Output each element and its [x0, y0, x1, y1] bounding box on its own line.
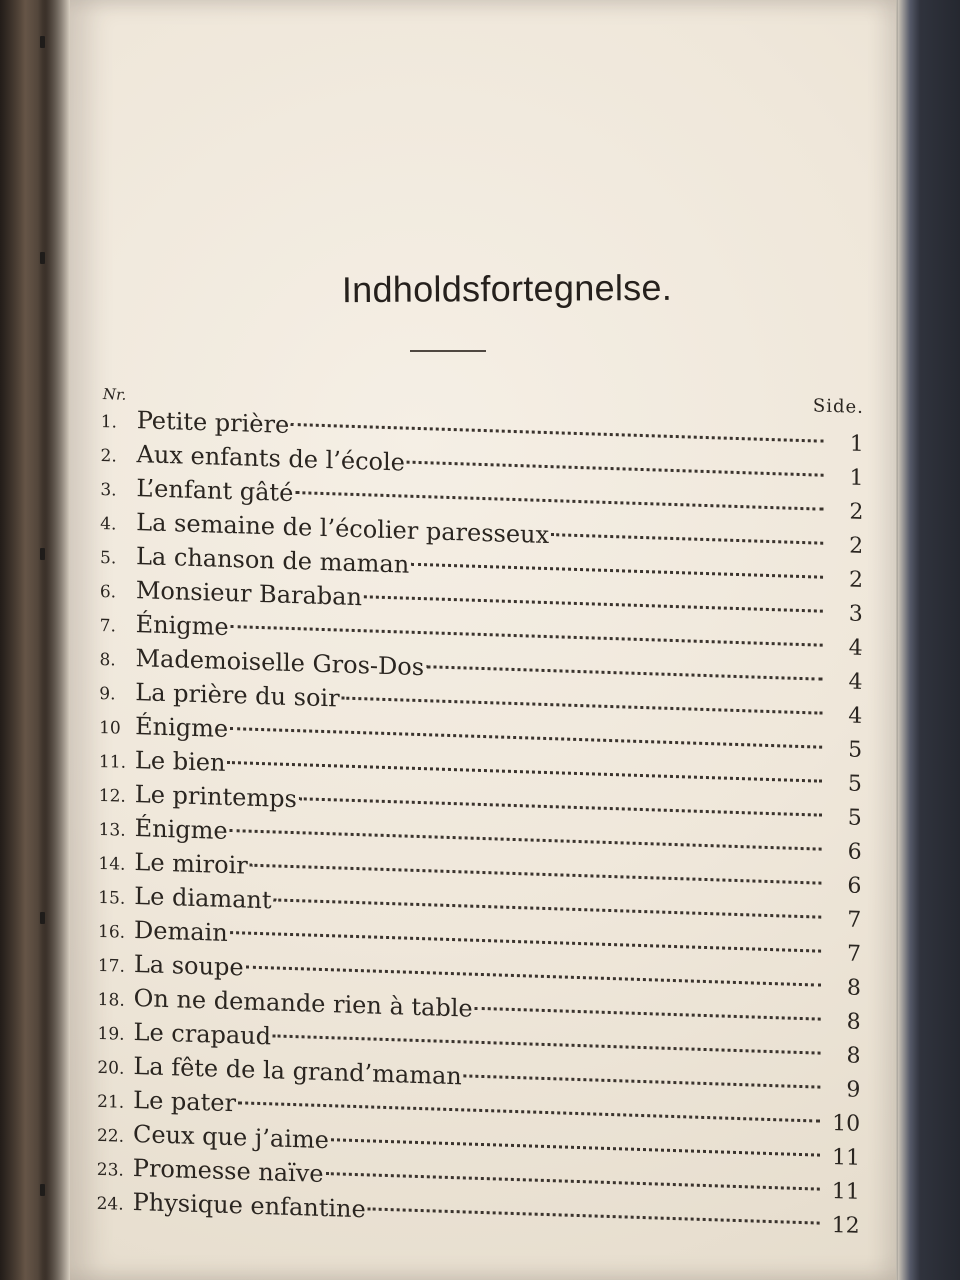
title-divider [410, 350, 486, 352]
entry-page: 9 [846, 1077, 861, 1103]
entry-page: 6 [847, 873, 862, 899]
entry-number: 1. [100, 411, 118, 433]
dot-leader [368, 1207, 820, 1224]
entry-number: 21. [97, 1091, 125, 1113]
dot-leader [475, 1007, 821, 1021]
dot-leader [238, 1101, 820, 1122]
dot-leader [291, 423, 824, 443]
entry-title: Le pater [133, 1086, 237, 1118]
entry-title: Promesse naïve [132, 1154, 324, 1189]
entry-title: Le diamant [134, 882, 272, 915]
entry-number: 22. [96, 1125, 125, 1147]
entry-title: La prière du soir [135, 678, 340, 713]
binding-stitch [40, 36, 45, 48]
entry-page: 5 [847, 805, 862, 831]
number-column-header: Nr. [102, 385, 127, 404]
dot-leader [299, 797, 822, 816]
dot-leader [230, 931, 821, 953]
dot-leader [331, 1138, 820, 1156]
entry-page: 5 [848, 737, 863, 763]
dot-leader [407, 461, 824, 477]
entry-title: Le miroir [134, 848, 248, 880]
entry-page: 2 [849, 533, 864, 559]
dot-leader [551, 533, 823, 545]
entry-page: 4 [848, 669, 863, 695]
entry-number: 9. [99, 683, 116, 705]
entry-title: Le crapaud [133, 1018, 272, 1051]
dot-leader [273, 1034, 821, 1054]
page-column-header: Side. [812, 395, 864, 418]
entry-page: 4 [848, 703, 863, 729]
entry-title: On ne demande rien à table [133, 984, 473, 1023]
entry-title: Le bien [134, 746, 226, 777]
entry-page: 12 [831, 1212, 860, 1239]
dot-leader [295, 491, 823, 511]
entry-number: 7. [99, 615, 116, 637]
entry-page: 11 [831, 1178, 860, 1205]
binding-stitch [40, 1184, 45, 1196]
dot-leader [227, 761, 822, 783]
entry-number: 6. [99, 581, 117, 603]
entry-title: Demain [134, 916, 228, 947]
entry-number: 17. [97, 955, 125, 977]
dot-leader [230, 727, 822, 749]
dot-leader [246, 966, 821, 987]
entry-number: 3. [100, 479, 117, 501]
entry-number: 13. [98, 819, 126, 841]
entry-page: 6 [847, 839, 862, 865]
entry-title: La soupe [133, 950, 244, 982]
entry-page: 2 [849, 499, 864, 525]
entry-page: 7 [847, 941, 862, 967]
entry-number: 4. [100, 513, 117, 535]
entry-title: La chanson de maman [135, 542, 410, 579]
entry-title: Mademoiselle Gros-Dos [135, 644, 425, 682]
book-cover-edge [898, 0, 960, 1280]
dot-leader [342, 697, 823, 715]
entry-page: 10 [832, 1110, 861, 1137]
entry-page: 7 [847, 907, 862, 933]
entry-number: 12. [98, 785, 126, 807]
entry-number: 24. [96, 1193, 124, 1215]
binding-stitch [40, 548, 45, 560]
entry-title: La fête de la grand’maman [133, 1052, 462, 1091]
entry-title: Énigme [135, 610, 229, 642]
contents-page [70, 0, 896, 1280]
entry-number: 18. [97, 989, 125, 1011]
entry-page: 8 [846, 975, 861, 1001]
dot-leader [464, 1074, 821, 1088]
entry-page: 1 [849, 431, 864, 457]
dot-leader [230, 829, 822, 851]
entry-number: 23. [96, 1159, 124, 1181]
dot-leader [411, 563, 823, 579]
entry-page: 1 [849, 465, 864, 491]
entry-number: 14. [98, 853, 126, 875]
binding-stitch [40, 252, 45, 264]
dot-leader [326, 1172, 820, 1191]
entry-number: 16. [98, 921, 126, 943]
entry-number: 19. [97, 1023, 125, 1045]
entry-title: Le printemps [134, 780, 297, 814]
entry-number: 5. [99, 547, 117, 569]
entry-title: Physique enfantine [132, 1188, 366, 1224]
entry-number: 20. [97, 1057, 125, 1079]
entry-page: 11 [831, 1144, 861, 1171]
entry-page: 8 [846, 1009, 861, 1035]
entry-title: L’enfant gâté [136, 474, 294, 508]
entry-title: Énigme [135, 712, 229, 743]
entry-page: 3 [848, 601, 863, 627]
entry-page: 4 [848, 635, 863, 661]
binding-stitch [40, 912, 45, 924]
entry-number: 15. [98, 887, 126, 909]
entry-page: 5 [847, 771, 863, 797]
book-spine-edge [0, 0, 72, 1280]
entry-page: 8 [846, 1043, 861, 1069]
entry-title: Énigme [134, 814, 228, 845]
entry-title: Petite prière [136, 406, 290, 439]
dot-leader [250, 864, 822, 885]
entry-title: Aux enfants de l’école [136, 440, 405, 477]
table-of-contents [96, 372, 864, 1266]
dot-leader [274, 898, 822, 918]
dot-leader [426, 665, 822, 680]
dot-leader [231, 625, 823, 647]
entry-number: 2. [100, 445, 117, 467]
dot-leader [364, 595, 823, 612]
entry-number: 11. [98, 751, 127, 773]
page-title: Indholdsfortegnelse. [341, 266, 673, 311]
entry-title: Monsieur Baraban [135, 576, 363, 612]
entry-title: Ceux que j’aime [132, 1120, 329, 1155]
entry-number: 8. [99, 649, 116, 671]
entry-title: La semaine de l’écolier paresseux [136, 508, 550, 550]
entry-page: 2 [848, 567, 864, 593]
entry-number: 10 [99, 717, 121, 739]
